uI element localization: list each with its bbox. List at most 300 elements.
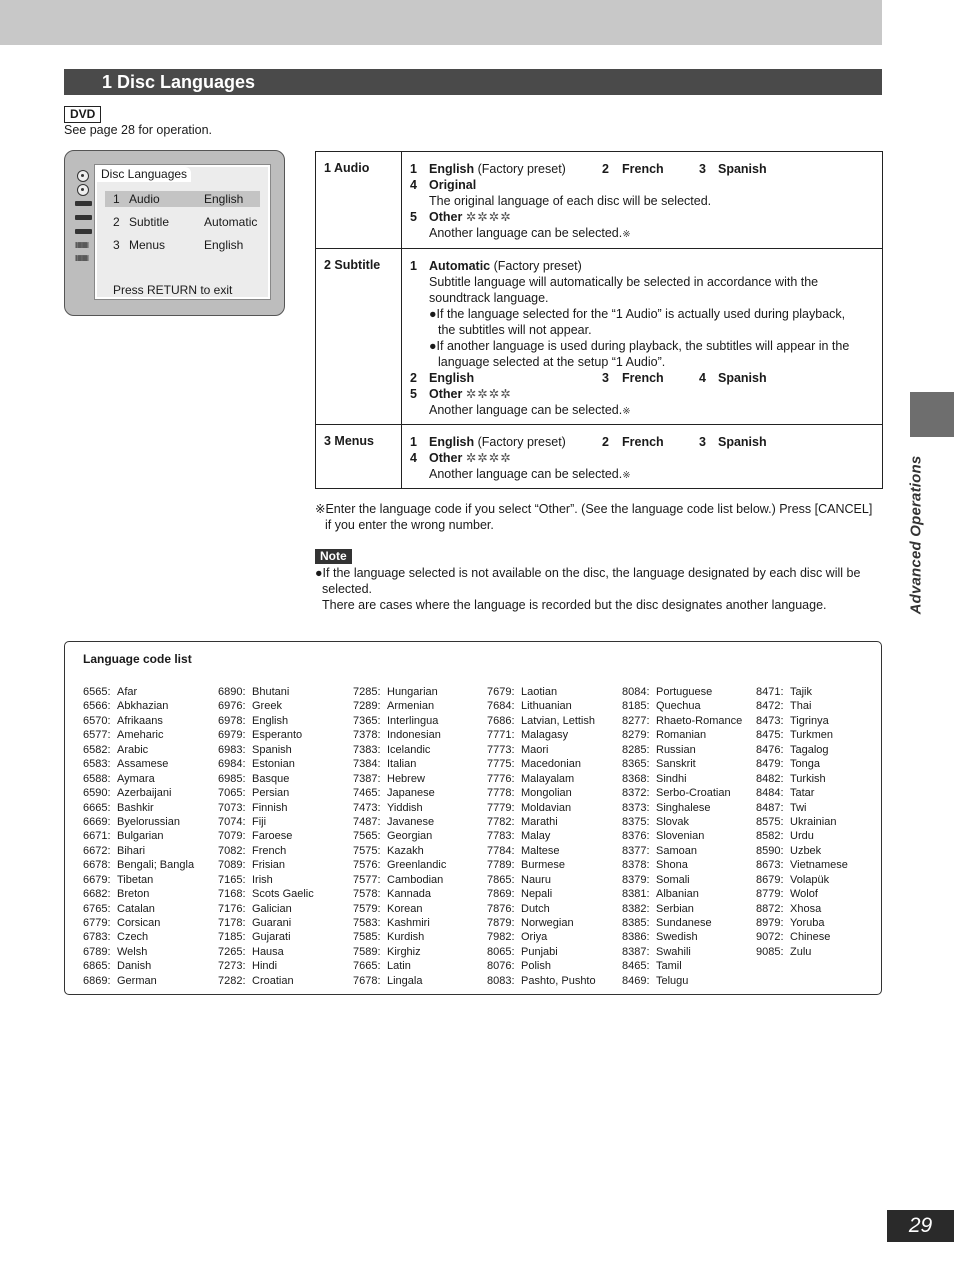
language-name: Malay (521, 830, 551, 843)
language-name: Albanian (656, 888, 699, 901)
language-entry (83, 858, 194, 872)
language-entry (83, 887, 194, 901)
language-code: 7879: (487, 917, 515, 929)
language-column-4 (487, 685, 596, 988)
language-code: 7578: (353, 888, 381, 901)
language-name: Somali (656, 873, 690, 886)
language-entry (353, 772, 446, 786)
language-name: Hausa (252, 945, 284, 958)
language-entry (622, 801, 742, 815)
language-entry (218, 873, 314, 887)
language-column-6 (756, 685, 848, 959)
language-entry (487, 772, 596, 786)
language-entry (218, 902, 314, 916)
language-name: Afar (117, 686, 138, 698)
language-name: Burmese (521, 859, 566, 872)
language-name: Serbian (656, 902, 694, 915)
language-name: Frisian (252, 859, 286, 872)
language-entry (756, 772, 848, 786)
language-entry (487, 801, 596, 815)
language-code: 7185: (218, 931, 246, 944)
language-code: 7575: (353, 844, 381, 857)
language-code: 6869: (83, 974, 111, 987)
language-name: Turkmen (790, 729, 833, 742)
language-name: Azerbaijani (117, 787, 172, 800)
language-code: 8679: (756, 873, 784, 886)
language-code: 8277: (622, 714, 650, 727)
language-code: 8065: (487, 945, 515, 958)
language-entry (83, 743, 194, 757)
table-row-menus: 3 Menus 1 English (Factory preset) 2 French 3 Spanish 4 Other ✲✲✲✲ Another language can be selected.※ (316, 425, 882, 488)
language-name: Rhaeto-Romance (656, 714, 743, 727)
bar-icon (75, 229, 92, 234)
language-entry (622, 757, 742, 771)
language-code: 8590: (756, 844, 784, 857)
language-entry (622, 887, 742, 901)
language-code: 7589: (353, 945, 381, 958)
language-code: 6779: (83, 917, 111, 929)
language-entry (487, 916, 596, 930)
language-entry (83, 902, 194, 916)
language-name: Oriya (521, 931, 548, 944)
language-entry (218, 685, 314, 699)
language-code: 6865: (83, 960, 111, 973)
language-name: Nepali (521, 888, 553, 901)
language-code: 6583: (83, 758, 111, 771)
language-code: 7783: (487, 830, 515, 843)
language-name: Cambodian (387, 873, 444, 886)
language-code: 7265: (218, 945, 246, 958)
note-badge: Note (315, 549, 352, 564)
language-entry (756, 728, 848, 742)
language-entry (622, 959, 742, 973)
language-name: Portuguese (656, 686, 713, 698)
language-entry (756, 801, 848, 815)
language-entry (487, 743, 596, 757)
language-code: 6671: (83, 830, 111, 843)
grid-icon: ▦▦ (75, 240, 89, 249)
language-code: 6577: (83, 729, 111, 742)
footnote: ※Enter the language code if you select “Other”. (See the language code list below.) Press [CANCEL] if you enter the wrong number. (315, 502, 873, 532)
language-entry (756, 786, 848, 800)
language-name: Tamil (656, 960, 682, 973)
language-entry (83, 699, 194, 713)
language-code: 6976: (218, 700, 246, 713)
language-code: 7576: (353, 859, 381, 872)
language-name: Telugu (656, 974, 689, 987)
language-entry (487, 829, 596, 843)
language-name: Shona (656, 859, 688, 872)
language-code: 7383: (353, 743, 381, 756)
language-name: Thai (790, 700, 812, 713)
language-code: 8076: (487, 960, 515, 973)
language-entry (218, 887, 314, 901)
language-name: Bihari (117, 844, 146, 857)
language-name: Sindhi (656, 772, 687, 785)
language-code-list (64, 641, 882, 995)
language-name: Assamese (117, 758, 169, 771)
language-name: Sundanese (656, 917, 712, 929)
language-entry (353, 916, 446, 930)
language-code: 6566: (83, 700, 111, 713)
language-entry (353, 974, 446, 988)
language-name: Hindi (252, 960, 278, 973)
language-code: 6665: (83, 801, 111, 814)
language-code: 8387: (622, 945, 650, 958)
language-entry (83, 714, 194, 728)
language-name: Bhutani (252, 686, 290, 698)
language-entry (218, 844, 314, 858)
language-entry (756, 829, 848, 843)
language-entry (83, 916, 194, 930)
language-code: 7082: (218, 844, 246, 857)
language-entry (218, 945, 314, 959)
osd-row-subtitle: 2 Subtitle Automatic (113, 215, 258, 229)
language-code: 9072: (756, 931, 784, 944)
language-entry (756, 873, 848, 887)
language-name: Zulu (790, 945, 812, 958)
language-entry (622, 714, 742, 728)
language-entry (218, 786, 314, 800)
language-entry (353, 930, 446, 944)
language-code: 7771: (487, 729, 515, 742)
language-name: Czech (117, 931, 149, 944)
language-name: Tajik (790, 686, 813, 698)
language-code: 8476: (756, 743, 784, 756)
language-code: 7073: (218, 801, 246, 814)
language-name: Swahili (656, 945, 691, 958)
language-code: 6672: (83, 844, 111, 857)
language-code: 8482: (756, 772, 784, 785)
language-name: Tagalog (790, 743, 829, 756)
language-code: 7775: (487, 758, 515, 771)
language-code: 6979: (218, 729, 246, 742)
language-column-5 (622, 685, 742, 988)
language-entry (83, 786, 194, 800)
language-name: Afrikaans (117, 714, 163, 727)
language-entry (218, 858, 314, 872)
language-name: English (252, 714, 289, 727)
language-entry (756, 902, 848, 916)
language-code: 8365: (622, 758, 650, 771)
note-text: ●If the language selected is not available on the disc, the language designated by each disc will be selected. There are cases where the language is recorded but the disc designates another language. (315, 566, 861, 612)
language-entry (487, 945, 596, 959)
language-entry (83, 844, 194, 858)
language-name: Ameharic (117, 729, 164, 742)
language-name: Esperanto (252, 729, 303, 742)
language-entry (353, 685, 446, 699)
language-code: 6679: (83, 873, 111, 886)
language-name: Corsican (117, 917, 161, 929)
language-code: 7869: (487, 888, 515, 901)
language-entry (353, 858, 446, 872)
row-head: 1 Audio (316, 152, 402, 248)
language-entry (353, 801, 446, 815)
language-name: Chinese (790, 931, 831, 944)
language-name: Greenlandic (387, 859, 447, 872)
language-entry (218, 728, 314, 742)
language-code: 8673: (756, 859, 784, 872)
language-entry (622, 916, 742, 930)
language-code: 7065: (218, 787, 246, 800)
language-code: 8279: (622, 729, 650, 742)
language-name: Uzbek (790, 844, 822, 857)
language-entry (218, 772, 314, 786)
language-name: Indonesian (387, 729, 441, 742)
language-entry (353, 714, 446, 728)
page-number: 29 (887, 1210, 954, 1242)
language-code: 7686: (487, 714, 515, 727)
language-entry (487, 902, 596, 916)
language-name: Japanese (387, 787, 435, 800)
language-name: Tigrinya (790, 714, 829, 727)
language-code: 7876: (487, 902, 515, 915)
language-name: Maltese (521, 844, 560, 857)
language-entry (218, 829, 314, 843)
language-name: Slovak (656, 815, 690, 828)
language-code: 6565: (83, 686, 111, 698)
language-entry (487, 930, 596, 944)
language-code: 8285: (622, 743, 650, 756)
language-name: Lithuanian (521, 700, 572, 713)
language-code: 7583: (353, 917, 381, 929)
language-entry (83, 815, 194, 829)
language-name: Singhalese (656, 801, 711, 814)
language-code: 7378: (353, 729, 381, 742)
language-code: 7487: (353, 815, 381, 828)
language-entry (487, 757, 596, 771)
language-code: 8472: (756, 700, 784, 713)
language-entry (756, 815, 848, 829)
language-entry (218, 743, 314, 757)
language-entry (83, 757, 194, 771)
language-code: 6983: (218, 743, 246, 756)
language-entry (218, 815, 314, 829)
chapter-tab (910, 392, 954, 437)
language-entry (622, 815, 742, 829)
language-list-title: Language code list (83, 652, 192, 666)
language-name: Slovenian (656, 830, 705, 843)
language-name: Interlingua (387, 714, 439, 727)
language-name: German (117, 974, 157, 987)
language-entry (353, 873, 446, 887)
row-head: 3 Menus (316, 425, 402, 488)
language-code: 8979: (756, 917, 784, 929)
language-code: 8779: (756, 888, 784, 901)
language-entry (353, 887, 446, 901)
language-code: 6678: (83, 859, 111, 872)
language-entry (756, 930, 848, 944)
language-code: 6765: (83, 902, 111, 915)
language-name: Latin (387, 960, 411, 973)
language-entry (487, 714, 596, 728)
language-name: Kirghiz (387, 945, 421, 958)
language-name: Guarani (252, 917, 292, 929)
language-entry (218, 801, 314, 815)
language-name: Byelorussian (117, 815, 180, 828)
language-entry (218, 714, 314, 728)
language-name: Hungarian (387, 686, 438, 698)
language-name: Armenian (387, 700, 435, 713)
language-name: Bengali; Bangla (117, 859, 195, 872)
language-entry (487, 887, 596, 901)
osd-icon-column (74, 167, 96, 267)
language-entry (487, 699, 596, 713)
language-code: 6590: (83, 787, 111, 800)
language-name: Mongolian (521, 787, 572, 800)
language-code: 8479: (756, 758, 784, 771)
language-name: Estonian (252, 758, 295, 771)
language-name: Punjabi (521, 945, 558, 958)
language-entry (756, 685, 848, 699)
language-code: 6789: (83, 945, 111, 958)
osd-menu-panel (95, 165, 270, 299)
language-entry (622, 685, 742, 699)
language-code: 8469: (622, 974, 650, 987)
language-code: 7665: (353, 960, 381, 973)
language-entry (218, 959, 314, 973)
language-entry (353, 757, 446, 771)
language-code: 6783: (83, 931, 111, 944)
language-name: Tatar (790, 787, 815, 800)
language-code: 7285: (353, 686, 381, 698)
language-entry (83, 685, 194, 699)
language-code: 7679: (487, 686, 515, 698)
language-entry (487, 815, 596, 829)
language-code: 7865: (487, 873, 515, 886)
language-entry (353, 699, 446, 713)
language-code: 8872: (756, 902, 784, 915)
language-entry (756, 757, 848, 771)
language-entry (218, 699, 314, 713)
language-name: Yoruba (790, 917, 825, 929)
language-entry (487, 685, 596, 699)
language-code: 6978: (218, 714, 246, 727)
language-column-1 (83, 685, 194, 988)
language-code: 7779: (487, 801, 515, 814)
settings-table (315, 151, 883, 489)
language-name: Bashkir (117, 801, 154, 814)
language-code: 7565: (353, 830, 381, 843)
language-entry (622, 945, 742, 959)
language-name: Twi (790, 801, 807, 814)
language-code: 9085: (756, 945, 784, 958)
language-column-3 (353, 685, 446, 988)
language-name: Fiji (252, 815, 267, 828)
language-code: 7776: (487, 772, 515, 785)
language-entry (756, 743, 848, 757)
language-code: 8378: (622, 859, 650, 872)
language-code: 7778: (487, 787, 515, 800)
language-entry (353, 728, 446, 742)
language-entry (487, 844, 596, 858)
language-entry (622, 844, 742, 858)
language-entry (756, 699, 848, 713)
language-name: Ukrainian (790, 815, 837, 828)
language-code: 7384: (353, 758, 381, 771)
language-code: 7168: (218, 888, 246, 901)
dvd-badge: DVD (64, 106, 101, 123)
language-entry (622, 858, 742, 872)
language-name: Macedonian (521, 758, 581, 771)
osd-footer: Press RETURN to exit (113, 283, 233, 297)
language-entry (353, 829, 446, 843)
language-code: 7165: (218, 873, 246, 886)
language-code: 8381: (622, 888, 650, 901)
language-name: Vietnamese (790, 859, 848, 872)
language-name: Serbo-Croatian (656, 787, 731, 800)
bar-icon (75, 215, 92, 220)
language-name: Irish (252, 873, 273, 886)
language-name: Galician (252, 902, 292, 915)
language-entry (622, 902, 742, 916)
language-name: Pashto, Pushto (521, 974, 596, 987)
table-row-subtitle: 2 Subtitle 1 Automatic (Factory preset) Subtitle language will automatically be selected in accordance with the soundtrack language. ●If the language selected for the “1 Audio” is actually used during playback, the subtitles will not appear. ●If another language is used during playback, the subtitles will appear in the language selected at the setup “1 Audio”. 2 English 3 French 4 Spanish 5 Other ✲✲✲✲ Another language can be selected.※ (316, 249, 882, 425)
language-code: 8379: (622, 873, 650, 886)
language-entry (83, 829, 194, 843)
language-entry (83, 959, 194, 973)
language-name: Sanskrit (656, 758, 696, 771)
language-code: 7784: (487, 844, 515, 857)
language-entry (218, 930, 314, 944)
language-entry (487, 974, 596, 988)
side-chapter-label: Advanced Operations (907, 455, 925, 615)
language-code: 7782: (487, 815, 515, 828)
language-entry (83, 728, 194, 742)
language-entry (622, 873, 742, 887)
language-name: Italian (387, 758, 417, 771)
language-entry (487, 728, 596, 742)
language-code: 8471: (756, 686, 784, 698)
section-title: 1 Disc Languages (64, 69, 882, 95)
language-name: Moldavian (521, 801, 572, 814)
language-entry (487, 858, 596, 872)
language-name: Finnish (252, 801, 288, 814)
language-code: 6984: (218, 758, 246, 771)
language-code: 8473: (756, 714, 784, 727)
language-name: Maori (521, 743, 549, 756)
language-name: Danish (117, 960, 152, 973)
grid-icon: ▦▦ (75, 253, 89, 262)
language-column-2 (218, 685, 314, 988)
language-entry (83, 930, 194, 944)
language-name: Laotian (521, 686, 558, 698)
language-code: 8376: (622, 830, 650, 843)
language-name: Arabic (117, 743, 149, 756)
language-code: 8185: (622, 700, 650, 713)
language-name: Urdu (790, 830, 814, 843)
language-name: Wolof (790, 888, 818, 901)
language-name: Volapük (790, 873, 830, 886)
language-code: 7176: (218, 902, 246, 915)
language-entry (756, 714, 848, 728)
language-code: 7773: (487, 743, 515, 756)
language-code: 7387: (353, 772, 381, 785)
language-code: 7577: (353, 873, 381, 886)
language-code: 6582: (83, 743, 111, 756)
language-code: 7678: (353, 974, 381, 987)
language-code: 8382: (622, 902, 650, 915)
row-head: 2 Subtitle (316, 249, 402, 424)
language-code: 7273: (218, 960, 246, 973)
language-entry (622, 786, 742, 800)
language-entry (622, 743, 742, 757)
language-code: 7074: (218, 815, 246, 828)
language-name: Georgian (387, 830, 433, 843)
language-name: Kazakh (387, 844, 424, 857)
language-code: 7684: (487, 700, 515, 713)
language-entry (353, 844, 446, 858)
